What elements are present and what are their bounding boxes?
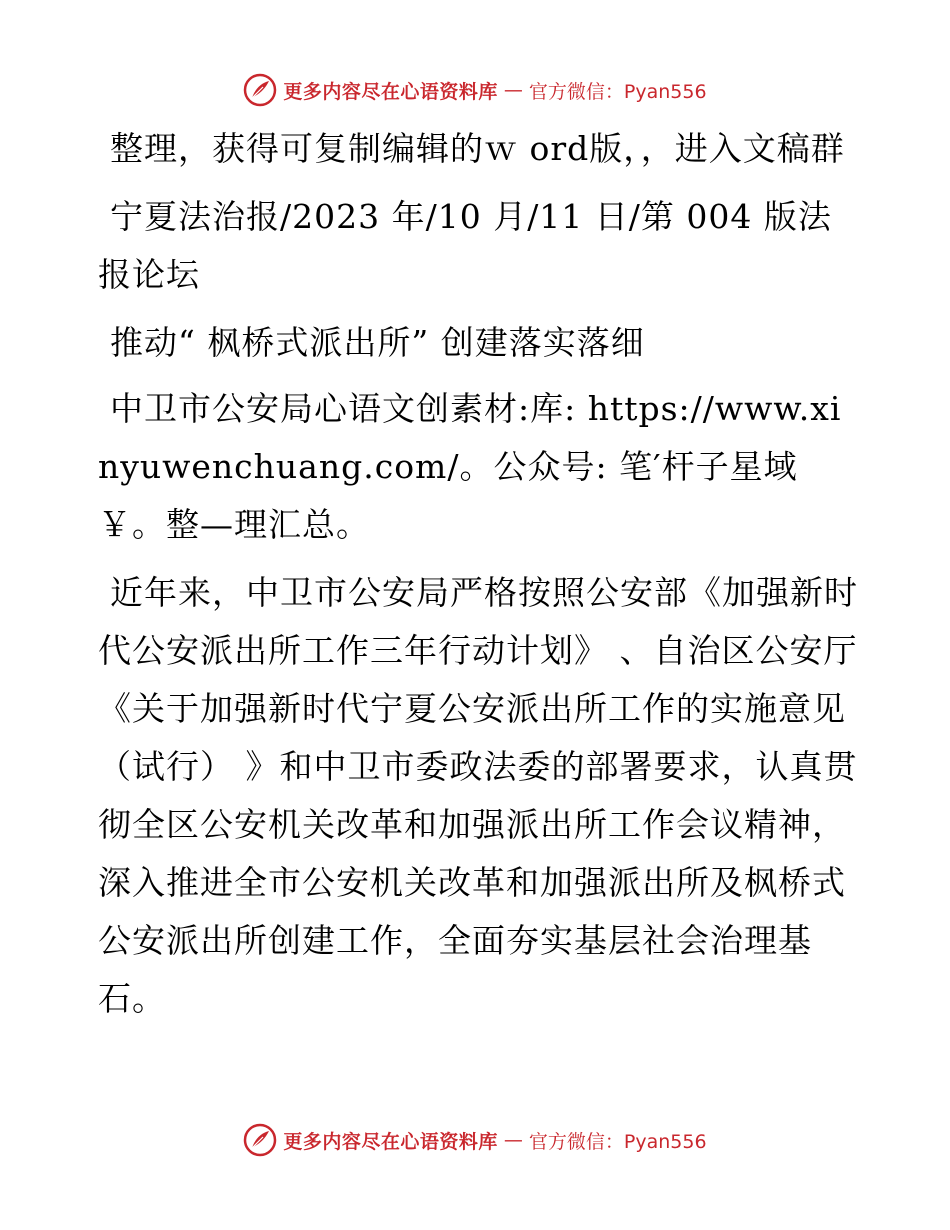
banner-dash: —	[503, 79, 523, 101]
paragraph-title: 推动“ 枫桥式派出所” 创建落实落细	[110, 323, 645, 362]
feather-pen-logo-icon	[243, 73, 277, 107]
paragraph-body: 近年来，中卫市公安局严格按照公安部《加强新时代公安派出所工作三年行动计划》 、自治区公安厅《关于加强新时代宁夏公安派出所工作的实施意见（试行） 》和中卫市委政法委的部署要求，认真贯彻全区公安机关改革和加强派出所工作会议精神，深入推进全市公安机关改革和加强派出所及枫桥式公安派出所创建工作，全面夯实基层社会治理基石。	[98, 573, 858, 1018]
banner-wechat: 官方微信：Pyan556	[528, 1130, 707, 1153]
paragraph-source: 宁夏法治报/2023 年/10 月/11 日/第 004 版法报论坛	[98, 197, 832, 294]
banner-title: 更多内容尽在心语资料库	[283, 1130, 498, 1153]
paragraph-credit: 中卫市公安局心语文创素材:库: https://www.xinyuwenchuang.com/。公众号: 笔′杆子星域￥。整—理汇总。	[98, 389, 842, 544]
footer-banner	[0, 1120, 950, 1160]
banner-dash: —	[503, 1129, 523, 1151]
document-body	[98, 120, 858, 1038]
paragraph-intro: 整理，获得可复制编辑的ｗ ord版，，进入文稿群	[110, 129, 845, 168]
header-banner	[0, 70, 950, 110]
feather-pen-logo-icon	[243, 1123, 277, 1157]
banner-wechat: 官方微信：Pyan556	[528, 80, 707, 103]
banner-title: 更多内容尽在心语资料库	[283, 80, 498, 103]
